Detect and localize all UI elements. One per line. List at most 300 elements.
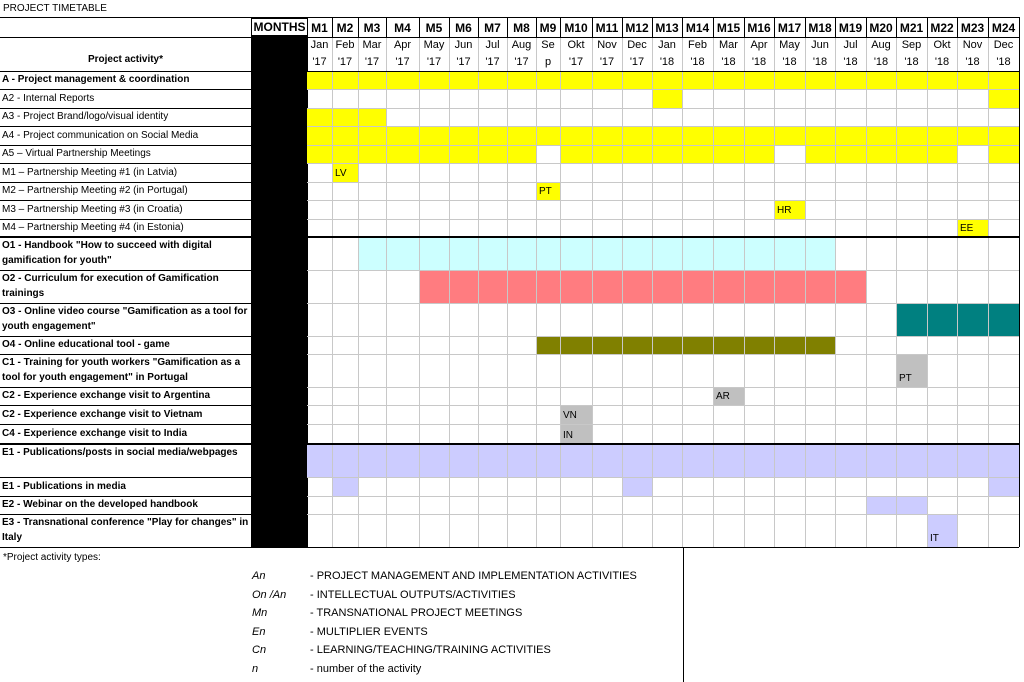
month-code: M2 (336, 21, 354, 35)
activity-cell (896, 126, 927, 145)
activity-cell (536, 71, 560, 89)
activity-label: C2 - Experience exchange visit to Argentina (2, 390, 211, 401)
row-line (307, 496, 1019, 497)
month-code: M13 (655, 21, 679, 35)
row-line (307, 182, 1019, 183)
activity-cell (957, 126, 988, 145)
month-year: p (544, 56, 552, 68)
activity-cell (713, 71, 744, 89)
activity-label: M4 – Partnership Meeting #4 (in Estonia) (2, 222, 184, 233)
activity-cell (307, 126, 332, 145)
activity-cell (927, 71, 957, 89)
month-name: Jun (454, 39, 473, 51)
legend-code: En (252, 625, 266, 638)
activity-cell (957, 444, 988, 477)
activity-cell (507, 145, 536, 163)
activity-cell (478, 270, 507, 303)
activity-cell (957, 303, 988, 336)
month-year: '18 (873, 56, 889, 68)
activity-cell (449, 145, 478, 163)
row-line (307, 270, 1019, 271)
month-year: '18 (996, 56, 1011, 68)
activity-cell (622, 71, 652, 89)
activity-cell (805, 145, 835, 163)
month-year: '18 (721, 56, 736, 68)
activity-cell (805, 444, 835, 477)
month-code: M14 (685, 21, 710, 35)
activity-cell (682, 145, 713, 163)
month-name: Nov (597, 39, 617, 51)
month-name: Dec (993, 39, 1014, 51)
location-mark: LV (335, 168, 347, 179)
activity-cell (805, 270, 835, 303)
activity-label: E1 - Publications in media (2, 481, 126, 492)
activity-cell (866, 126, 896, 145)
activity-cell (988, 477, 1019, 496)
activity-cell (957, 71, 988, 89)
activity-cell (652, 126, 682, 145)
legend-code: On /An (252, 588, 287, 601)
location-mark: EE (960, 223, 974, 234)
activity-cell (507, 126, 536, 145)
activity-cell (332, 71, 358, 89)
activity-cell (332, 145, 358, 163)
activity-cell (307, 71, 332, 89)
column-line (835, 17, 836, 547)
month-code: M15 (716, 21, 741, 35)
month-code: M11 (595, 21, 619, 35)
activity-cell (419, 237, 449, 270)
column-line (560, 17, 561, 547)
month-year: '18 (965, 56, 980, 68)
location-mark: PT (899, 373, 912, 384)
activity-cell (592, 126, 622, 145)
activity-cell (744, 237, 774, 270)
activity-cell (988, 71, 1019, 89)
month-code: M16 (747, 21, 771, 35)
activity-cell (622, 477, 652, 496)
legend-code: Cn (252, 644, 267, 656)
row-line (307, 219, 1019, 220)
month-year: '17 (629, 56, 645, 68)
activity-cell (744, 270, 774, 303)
month-year: '18 (904, 56, 919, 68)
month-year: '17 (599, 56, 615, 68)
row-line (307, 336, 1019, 337)
activity-cell (682, 237, 713, 270)
activity-cell (652, 444, 682, 477)
activity-cell (866, 444, 896, 477)
header-top-line (0, 17, 1019, 18)
activity-cell (927, 303, 957, 336)
column-line (622, 17, 623, 547)
activity-cell (744, 126, 774, 145)
location-mark: IN (563, 430, 573, 441)
row-line (307, 163, 1019, 164)
activity-cell (652, 336, 682, 354)
activity-cell (622, 237, 652, 270)
row-line (307, 424, 1019, 425)
activity-cell (419, 71, 449, 89)
activity-label: M1 – Partnership Meeting #1 (in Latvia) (2, 167, 178, 178)
activity-cell (896, 303, 927, 336)
activity-cell (536, 444, 560, 477)
activity-label: A2 - Internal Reports (2, 93, 95, 104)
activity-cell (592, 444, 622, 477)
column-line (957, 17, 958, 547)
month-name: Jul (485, 39, 500, 51)
legend-text: - INTELLECTUAL OUTPUTS/ACTIVITIES (310, 588, 516, 601)
month-code: M22 (930, 21, 954, 35)
location-mark: IT (930, 533, 939, 544)
month-name: Aug (511, 39, 532, 51)
month-name: Mar (362, 39, 382, 51)
location-mark: AR (716, 391, 730, 402)
month-name: Jul (843, 39, 858, 51)
activity-label: O4 - Online educational tool - game (2, 339, 170, 350)
row-line (307, 477, 1019, 478)
activity-cell (622, 126, 652, 145)
right-border (1019, 17, 1020, 547)
month-code: M12 (625, 21, 649, 35)
column-line (744, 17, 745, 547)
activity-cell (507, 444, 536, 477)
activity-cell (449, 126, 478, 145)
months-header: MONTHS (253, 20, 306, 34)
legend-text: - MULTIPLIER EVENTS (310, 625, 428, 638)
activity-cell (536, 270, 560, 303)
row-line (307, 405, 1019, 406)
month-year: '18 (659, 56, 675, 68)
activity-cell (988, 145, 1019, 163)
activity-cell (744, 444, 774, 477)
activity-cell (478, 71, 507, 89)
legend-text: - LEARNING/TEACHING/TRAINING ACTIVITIES (310, 644, 551, 656)
activity-cell (622, 444, 652, 477)
activity-cell (652, 145, 682, 163)
activity-cell (507, 237, 536, 270)
row-line (307, 387, 1019, 388)
row-line (307, 108, 1019, 109)
activity-cell (835, 71, 866, 89)
legend-text: - number of the activity (310, 662, 422, 675)
month-code: M1 (311, 21, 328, 35)
month-year: '18 (934, 56, 950, 68)
activity-cell (652, 270, 682, 303)
grid-bottom-line (0, 547, 1019, 548)
activity-cell (988, 89, 1019, 108)
month-code: M7 (484, 21, 501, 35)
activity-cell (682, 71, 713, 89)
activity-cell (478, 237, 507, 270)
activity-label: C1 - Training for youth workers "Gamification as a tool for youth engagement" in Portugal (2, 357, 241, 383)
activity-cell (713, 336, 744, 354)
month-name: Mar (719, 39, 738, 51)
column-line (507, 17, 508, 547)
activity-cell (386, 126, 419, 145)
month-code: M21 (899, 21, 924, 35)
activity-cell (358, 145, 386, 163)
row-line (307, 145, 1019, 146)
column-line (682, 17, 683, 547)
activity-cell (835, 270, 866, 303)
column-line (896, 17, 897, 547)
activity-cell (744, 145, 774, 163)
activity-cell (307, 145, 332, 163)
row-line (307, 303, 1019, 304)
activity-cell (507, 270, 536, 303)
activity-label: A - Project management & coordination (2, 74, 190, 85)
month-name: Feb (335, 39, 355, 51)
month-name: May (423, 39, 445, 51)
activity-cell (332, 108, 358, 126)
activity-cell (307, 108, 332, 126)
month-name: Jun (811, 39, 829, 51)
month-name: Aug (871, 39, 891, 51)
activity-label: C4 - Experience exchange visit to India (2, 428, 188, 439)
activity-cell (774, 336, 805, 354)
activity-cell (449, 444, 478, 477)
activity-label: M3 – Partnership Meeting #3 (in Croatia) (2, 204, 183, 215)
activity-cell (713, 145, 744, 163)
activity-cell (536, 237, 560, 270)
month-name: Jan (310, 39, 329, 51)
month-year: '17 (456, 56, 471, 68)
legend-code: An (252, 570, 266, 582)
activity-cell (988, 303, 1019, 336)
column-line (866, 17, 867, 547)
activity-cell (307, 444, 332, 477)
month-year: '18 (751, 56, 767, 68)
column-line (332, 17, 333, 547)
activity-label: A5 – Virtual Partnership Meetings (2, 148, 151, 159)
legend-divider (683, 547, 684, 682)
month-year: '17 (426, 56, 442, 68)
row-line (307, 514, 1019, 515)
activity-cell (358, 444, 386, 477)
month-year: '17 (568, 56, 584, 68)
activity-cell (358, 126, 386, 145)
activity-cell (652, 71, 682, 89)
activity-cell (896, 145, 927, 163)
month-name: Okt (933, 39, 951, 51)
month-year: '17 (395, 56, 410, 68)
activity-cell (358, 108, 386, 126)
activity-cell (713, 237, 744, 270)
activity-label: E3 - Transnational conference "Play for changes" in Italy (2, 517, 249, 543)
activity-cell (927, 145, 957, 163)
activity-cell (866, 71, 896, 89)
activity-cell (560, 145, 592, 163)
month-year: '18 (843, 56, 858, 68)
activity-cell (713, 270, 744, 303)
activity-cell (927, 126, 957, 145)
column-line (449, 17, 450, 547)
activity-cell (358, 71, 386, 89)
month-name: Okt (567, 39, 585, 51)
activity-label: A4 - Project communication on Social Media (2, 130, 199, 141)
activity-cell (896, 71, 927, 89)
column-line (419, 17, 420, 547)
activity-cell (419, 126, 449, 145)
month-name: Nov (962, 39, 983, 51)
month-name: Apr (750, 39, 768, 51)
activity-cell (896, 496, 927, 514)
month-code: M6 (455, 21, 472, 35)
activity-cell (386, 71, 419, 89)
activity-cell (592, 71, 622, 89)
activity-cell (713, 126, 744, 145)
month-name: Se (541, 39, 555, 51)
month-code: M9 (539, 21, 557, 35)
month-year: '17 (514, 56, 529, 68)
activity-cell (332, 477, 358, 496)
month-code: M19 (838, 21, 863, 35)
activity-label: C2 - Experience exchange visit to Vietnam (2, 409, 203, 420)
activity-cell (774, 270, 805, 303)
activity-cell (988, 444, 1019, 477)
activity-label: A3 - Project Brand/logo/visual identity (2, 111, 169, 122)
activity-cell (805, 336, 835, 354)
activity-cell (592, 237, 622, 270)
activity-cell (866, 496, 896, 514)
activity-cell (866, 145, 896, 163)
activity-cell (835, 126, 866, 145)
activity-cell (774, 444, 805, 477)
month-year: '17 (364, 56, 380, 68)
month-year: '17 (485, 56, 500, 68)
activity-cell (560, 237, 592, 270)
month-code: M17 (777, 21, 802, 35)
activity-cell (774, 237, 805, 270)
activity-cell (622, 336, 652, 354)
legend-text: - PROJECT MANAGEMENT AND IMPLEMENTATION ACTIVITIES (310, 570, 637, 582)
column-line (536, 17, 537, 547)
activity-cell (560, 126, 592, 145)
activity-cell (419, 444, 449, 477)
activity-cell (682, 270, 713, 303)
activity-cell (835, 444, 866, 477)
activity-cell (682, 126, 713, 145)
activity-cell (449, 71, 478, 89)
row-line (307, 200, 1019, 201)
activity-cell (386, 444, 419, 477)
activity-cell (478, 126, 507, 145)
activity-label: M2 – Partnership Meeting #2 (in Portugal) (2, 185, 188, 196)
page-title: PROJECT TIMETABLE (3, 3, 107, 14)
month-year: '17 (312, 56, 327, 68)
month-name: Jan (658, 39, 676, 51)
legend-title: *Project activity types: (3, 552, 101, 563)
activity-cell (713, 444, 744, 477)
column-line (713, 17, 714, 547)
activity-cell (332, 444, 358, 477)
month-code: M23 (960, 21, 985, 35)
activity-cell (805, 71, 835, 89)
activity-cell (507, 71, 536, 89)
activity-label: O3 - Online video course "Gamification as a tool for youth engagement" (2, 306, 248, 332)
activity-cell (835, 145, 866, 163)
activity-cell (927, 444, 957, 477)
column-line (988, 17, 989, 547)
column-line (592, 17, 593, 547)
activity-cell (560, 444, 592, 477)
months-black-column (252, 17, 308, 547)
month-name: Dec (627, 39, 647, 51)
legend-code: Mn (252, 607, 268, 619)
activity-label: E2 - Webinar on the developed handbook (2, 499, 198, 510)
activity-cell (478, 145, 507, 163)
month-year: '18 (782, 56, 797, 68)
month-name: Sep (901, 39, 922, 51)
activity-cell (449, 237, 478, 270)
activity-cell (652, 237, 682, 270)
activity-cell (536, 126, 560, 145)
column-line (386, 17, 387, 547)
month-name: Apr (393, 39, 412, 51)
activity-cell (652, 89, 682, 108)
month-code: M3 (363, 21, 381, 35)
activity-cell (560, 270, 592, 303)
month-year: '18 (812, 56, 828, 68)
month-code: M4 (394, 21, 411, 35)
month-code: M8 (513, 21, 530, 35)
location-mark: PT (539, 186, 552, 197)
column-line (652, 17, 653, 547)
activity-cell (805, 126, 835, 145)
activity-cell (449, 270, 478, 303)
month-code: M18 (808, 21, 832, 35)
row-line (307, 354, 1019, 355)
month-code: M5 (425, 21, 443, 35)
column-line (774, 17, 775, 547)
activity-label: O2 - Curriculum for execution of Gamification trainings (2, 273, 219, 299)
month-name: May (779, 39, 800, 51)
month-year: '18 (690, 56, 705, 68)
activity-cell (682, 336, 713, 354)
label-divider (251, 17, 252, 547)
activity-cell (896, 444, 927, 477)
activity-cell (592, 336, 622, 354)
column-line (478, 17, 479, 547)
activity-cell (622, 145, 652, 163)
month-year: '17 (337, 56, 353, 68)
activity-cell (358, 237, 386, 270)
legend-text: - TRANSNATIONAL PROJECT MEETINGS (310, 607, 523, 619)
activity-label: E1 - Publications/posts in social media/webpages (2, 447, 238, 458)
activity-label: O1 - Handbook "How to succeed with digital gamification for youth" (2, 240, 212, 266)
month-code: M20 (869, 21, 893, 35)
activity-cell (774, 126, 805, 145)
row-line (307, 89, 1019, 90)
activity-cell (682, 444, 713, 477)
activity-header: Project activity* (87, 54, 164, 65)
activity-cell (419, 145, 449, 163)
month-name: Feb (688, 39, 707, 51)
activity-cell (386, 145, 419, 163)
row-line (307, 126, 1019, 127)
column-line (358, 17, 359, 547)
activity-cell (592, 270, 622, 303)
column-line (927, 17, 928, 547)
location-mark: HR (777, 205, 792, 216)
month-code: M24 (991, 21, 1016, 35)
activity-cell (332, 126, 358, 145)
column-line (805, 17, 806, 547)
activity-cell (536, 336, 560, 354)
activity-cell (560, 71, 592, 89)
activity-cell (478, 444, 507, 477)
